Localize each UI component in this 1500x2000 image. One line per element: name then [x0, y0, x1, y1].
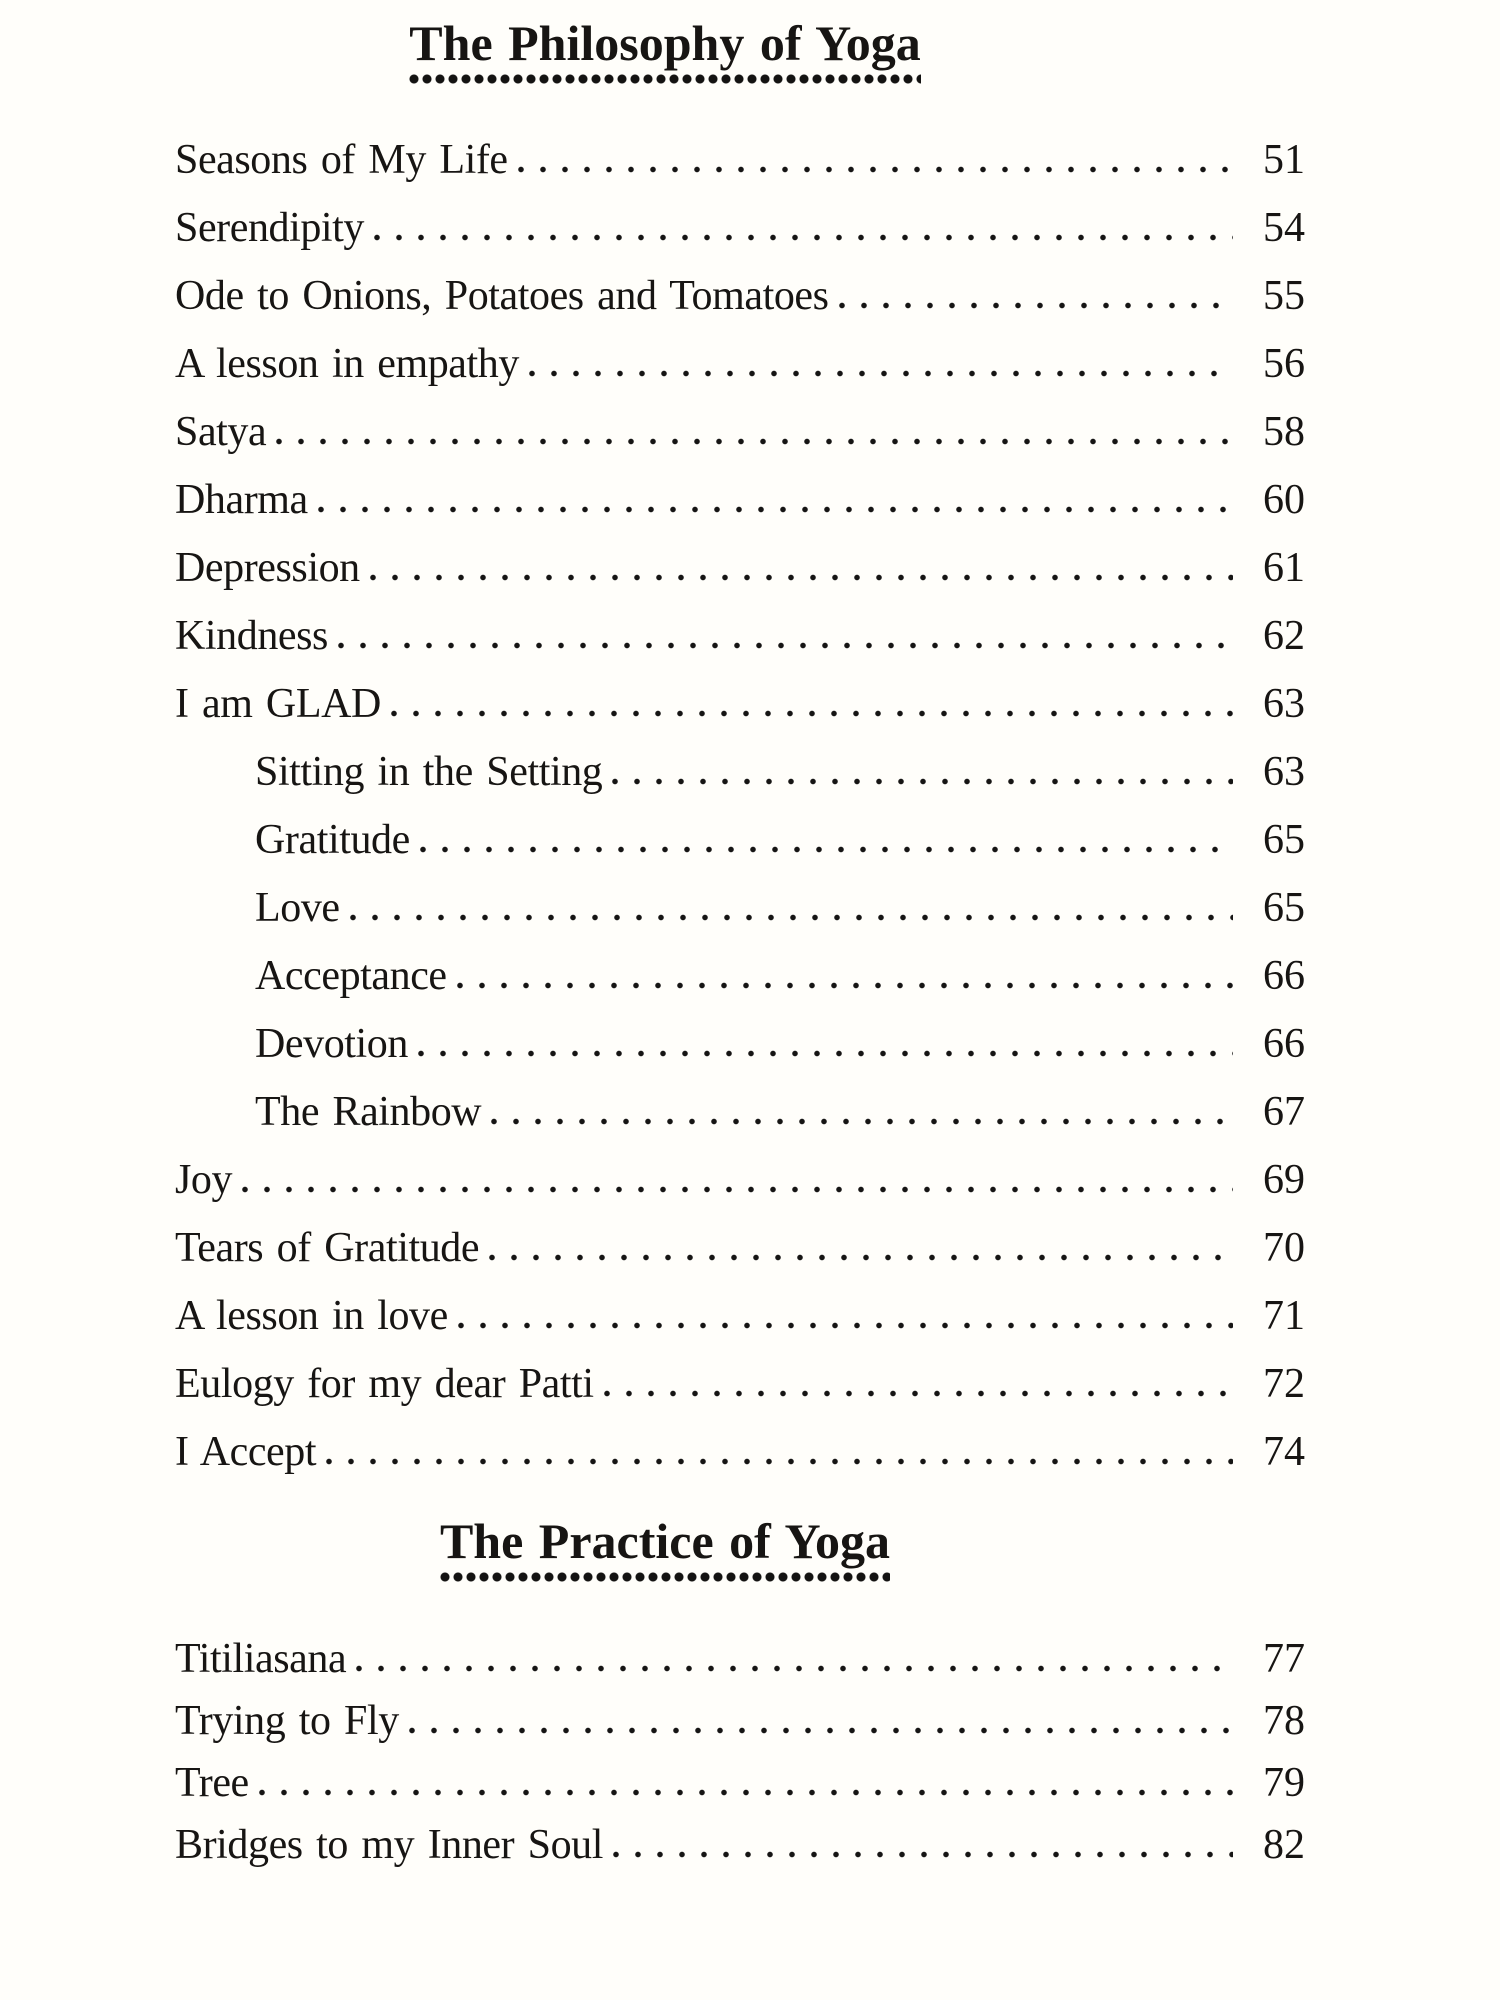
toc-entry-label: Eulogy for my dear Patti [175, 1361, 594, 1407]
toc-subentry [175, 1078, 1305, 1146]
leader-dots [276, 438, 1233, 445]
toc-entry-page-number: 63 [1263, 681, 1305, 727]
leader-dots [457, 982, 1233, 989]
leader-dots [604, 1390, 1233, 1397]
toc-entry [175, 1282, 1305, 1350]
toc-entry-label: I am GLAD [175, 681, 381, 727]
toc-entry-label: Kindness [175, 613, 328, 659]
leader-dots [458, 1322, 1233, 1329]
toc-entry-label: Titiliasana [175, 1636, 347, 1682]
toc-entry [175, 194, 1305, 262]
toc-entry-label: Tears of Gratitude [175, 1225, 480, 1271]
toc-entry-page-number: 82 [1263, 1822, 1305, 1868]
toc-entry-page-number: 56 [1263, 341, 1305, 387]
leader-dots [418, 1050, 1233, 1057]
toc-entry [175, 534, 1305, 602]
section-title-practice: The Practice of Yoga [439, 1513, 891, 1569]
toc-subentry [175, 874, 1305, 942]
leader-dots [326, 1458, 1233, 1465]
toc-entry-page-number: 61 [1263, 545, 1305, 591]
toc-list-philosophy [175, 126, 1305, 1486]
toc-entry [175, 1146, 1305, 1214]
toc-entry-label: The Rainbow [255, 1089, 482, 1135]
toc-entry-page-number: 55 [1263, 273, 1305, 319]
toc-entry-page-number: 74 [1263, 1429, 1305, 1475]
toc-entry-page-number: 66 [1263, 953, 1305, 999]
toc-entry-label: Trying to Fly [175, 1698, 399, 1744]
toc-entry [175, 1690, 1305, 1752]
toc-entry [175, 1628, 1305, 1690]
toc-entry-page-number: 63 [1263, 749, 1305, 795]
title-underline-dots [440, 1572, 890, 1582]
toc-entry-label: Serendipity [175, 205, 365, 251]
toc-entry-label: I Accept [175, 1429, 317, 1475]
leader-dots [338, 642, 1233, 649]
toc-entry-label: Devotion [255, 1021, 408, 1067]
toc-entry-label: Sitting in the Setting [255, 749, 603, 795]
toc-entry-label: Seasons of My Life [175, 137, 508, 183]
toc-entry-label: Satya [175, 409, 267, 455]
section-heading-practice [0, 1514, 1330, 1582]
toc-entry-page-number: 67 [1263, 1089, 1305, 1135]
toc-entry-page-number: 78 [1263, 1698, 1305, 1744]
leader-dots [409, 1727, 1233, 1734]
leader-dots [839, 302, 1233, 309]
toc-entry [175, 262, 1305, 330]
leader-dots [391, 710, 1233, 717]
toc-entry [175, 1418, 1305, 1486]
toc-entry-label: Acceptance [255, 953, 447, 999]
toc-entry-label: Tree [175, 1760, 249, 1806]
toc-entry-label: Depression [175, 545, 360, 591]
leader-dots [491, 1118, 1233, 1125]
leader-dots [374, 234, 1233, 241]
leader-dots [242, 1186, 1233, 1193]
toc-entry [175, 1350, 1305, 1418]
toc-entry-label: A lesson in empathy [175, 341, 519, 387]
section-heading-inner [409, 16, 920, 84]
toc-subentry [175, 942, 1305, 1010]
toc-entry-page-number: 62 [1263, 613, 1305, 659]
toc-entry-page-number: 79 [1263, 1760, 1305, 1806]
section-title-philosophy: The Philosophy of Yoga [409, 15, 921, 71]
toc-entry-page-number: 51 [1263, 137, 1305, 183]
leader-dots [518, 166, 1233, 173]
leader-dots [613, 1851, 1233, 1858]
section-heading-inner [440, 1514, 890, 1582]
section-heading-philosophy [0, 0, 1330, 84]
leader-dots [489, 1254, 1233, 1261]
toc-entry [175, 670, 1305, 738]
toc-entry-page-number: 66 [1263, 1021, 1305, 1067]
toc-entry-label: Gratitude [255, 817, 410, 863]
toc-entry-label: Ode to Onions, Potatoes and Tomatoes [175, 273, 829, 319]
toc-entry [175, 1814, 1305, 1876]
leader-dots [318, 506, 1233, 513]
toc-subentry [175, 1010, 1305, 1078]
leader-dots [420, 846, 1233, 853]
toc-entry-page-number: 58 [1263, 409, 1305, 455]
toc-entry [175, 330, 1305, 398]
toc-entry-page-number: 72 [1263, 1361, 1305, 1407]
toc-entry-label: A lesson in love [175, 1293, 448, 1339]
toc-entry-page-number: 65 [1263, 885, 1305, 931]
leader-dots [356, 1665, 1233, 1672]
toc-subentry [175, 738, 1305, 806]
toc-entry-label: Love [255, 885, 340, 931]
toc-entry-page-number: 71 [1263, 1293, 1305, 1339]
toc-entry [175, 398, 1305, 466]
toc-entry [175, 1214, 1305, 1282]
toc-entry-page-number: 70 [1263, 1225, 1305, 1271]
leader-dots [529, 370, 1233, 377]
leader-dots [370, 574, 1233, 581]
leader-dots [259, 1789, 1233, 1796]
toc-entry [175, 126, 1305, 194]
toc-entry-page-number: 65 [1263, 817, 1305, 863]
toc-entry-page-number: 54 [1263, 205, 1305, 251]
toc-list-practice [175, 1628, 1305, 1876]
toc-entry [175, 602, 1305, 670]
toc-entry-page-number: 77 [1263, 1636, 1305, 1682]
toc-entry-label: Joy [175, 1157, 233, 1203]
title-underline-dots [409, 74, 920, 84]
toc-entry-label: Bridges to my Inner Soul [175, 1822, 603, 1868]
toc-subentry [175, 806, 1305, 874]
toc-entry [175, 466, 1305, 534]
toc-entry-page-number: 60 [1263, 477, 1305, 523]
toc-entry [175, 1752, 1305, 1814]
toc-entry-label: Dharma [175, 477, 308, 523]
leader-dots [612, 778, 1233, 785]
leader-dots [350, 914, 1233, 921]
toc-entry-page-number: 69 [1263, 1157, 1305, 1203]
